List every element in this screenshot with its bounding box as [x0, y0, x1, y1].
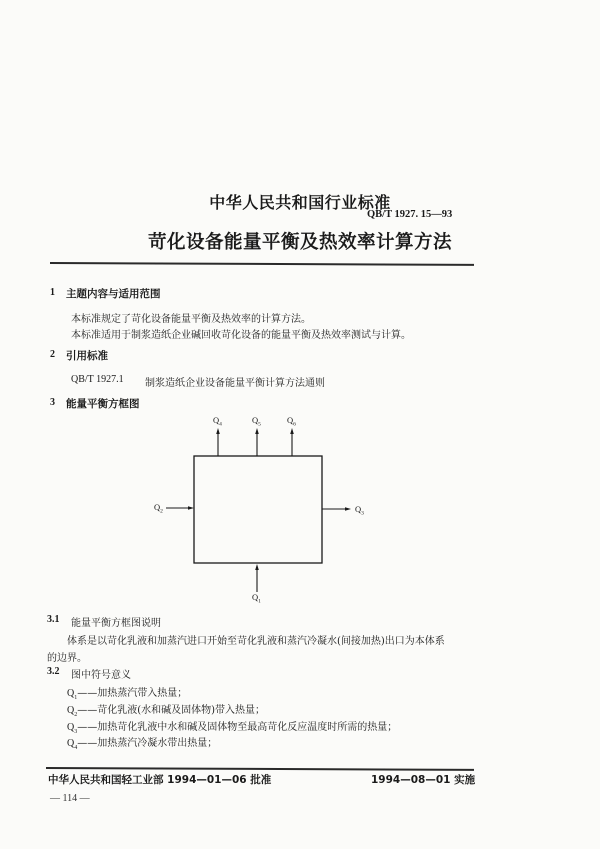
subsection-3-2-number: 3.2 [47, 666, 60, 677]
subsection-3-1-title: 能量平衡方框图说明 [71, 618, 161, 629]
label-q6: $Q_6$ [287, 415, 296, 428]
section-2-title: 引用标准 [66, 350, 108, 362]
label-q4: $Q_4$ [213, 415, 222, 428]
header-divider [50, 262, 474, 265]
subsection-3-2-title: 图中符号意义 [71, 670, 131, 681]
arrow-up-icon [290, 428, 294, 434]
approval-statement: 中华人民共和国轻工业部 1994—01—06 批准 [48, 774, 272, 786]
document-title: 苛化设备能量平衡及热效率计算方法 [147, 232, 452, 253]
label-q5: $Q_5$ [252, 415, 261, 428]
arrow-right-icon [345, 507, 351, 511]
symbol-definition-q4: $Q_4——$加热蒸汽冷凝水带出热量； [67, 738, 218, 751]
label-q3: $Q_3$ [355, 504, 364, 517]
subsection-3-1-text-line-1: 体系是以苛化乳液和加蒸汽进口开始至苛化乳液和蒸汽冷凝水(间接加热)出口为本体系 [67, 636, 445, 647]
subsection-3-1-text-line-2: 的边界。 [47, 653, 87, 664]
section-3-number: 3 [50, 397, 55, 408]
page-number: — 114 — [50, 793, 90, 804]
section-1-title: 主题内容与适用范围 [66, 288, 161, 300]
subsection-3-1-number: 3.1 [47, 614, 60, 625]
symbol-definition-q3: $Q_3——$加热苛化乳液中水和碱及固体物至最高苛化反应温度时所需的热量； [67, 722, 398, 735]
energy-balance-diagram [150, 410, 400, 605]
reference-title: 制浆造纸企业设备能量平衡计算方法通则 [145, 378, 325, 389]
symbol-definition-q1: $Q_1——$加热蒸汽带入热量； [67, 688, 188, 701]
standard-type-header: 中华人民共和国行业标准 [209, 193, 391, 212]
symbol-definition-q2: $Q_2——$苛化乳液(水和碱及固体物)带入热量； [67, 705, 266, 718]
system-boundary-box [194, 456, 322, 563]
arrow-up-icon [216, 428, 220, 434]
arrow-right-icon [188, 506, 194, 510]
standard-code: QB/T 1927. 15—93 [367, 209, 453, 220]
section-2-number: 2 [50, 349, 55, 360]
arrow-up-icon [255, 564, 259, 570]
label-q2: $Q_2$ [154, 502, 163, 515]
section-3-title: 能量平衡方框图 [66, 398, 140, 410]
section-1-number: 1 [50, 287, 55, 298]
footer-divider [46, 767, 474, 770]
effective-date: 1994—08—01 实施 [371, 774, 476, 786]
section-1-paragraph-1: 本标准规定了苛化设备能量平衡及热效率的计算方法。 [71, 314, 311, 325]
reference-code: QB/T 1927.1 [71, 374, 124, 385]
label-q1: $Q_1$ [252, 592, 261, 605]
arrow-up-icon [255, 428, 259, 434]
section-1-paragraph-2: 本标准适用于制浆造纸企业碱回收苛化设备的能量平衡及热效率测试与计算。 [71, 330, 411, 341]
